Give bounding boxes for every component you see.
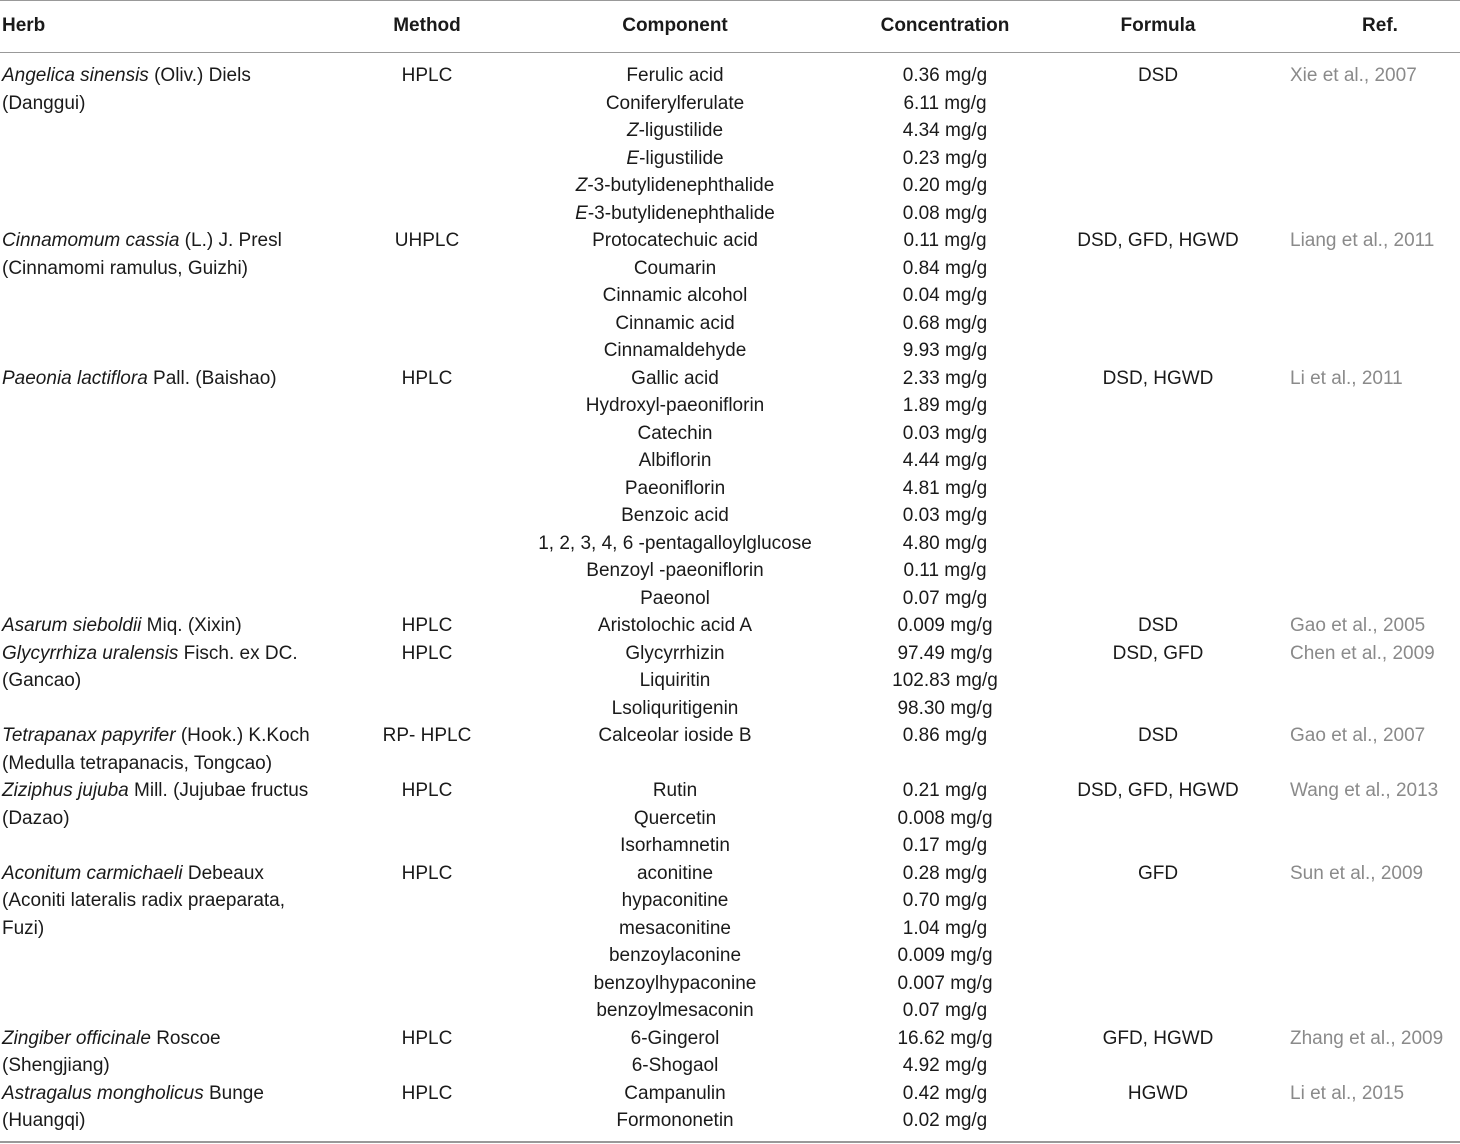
formula-cell: DSD: [1137, 65, 1179, 86]
herb-latin-name: Cinnamomum cassia: [2, 230, 180, 251]
concentration-cell: 98.30 mg/g: [897, 697, 993, 719]
concentration-cell: 0.03 mg/g: [902, 505, 988, 526]
concentration-cell: 0.02 mg/g: [902, 1110, 988, 1131]
herb-common-name: (Gancao): [2, 670, 82, 691]
herb-latin-name: Glycyrrhiza uralensis: [2, 642, 179, 664]
reference-link[interactable]: Sun et al., 2009: [1290, 862, 1424, 884]
header-concentration: Concentration: [880, 15, 1010, 36]
method-cell: HPLC: [401, 1082, 453, 1104]
herb-common-name: (Shengjiang): [2, 1055, 110, 1076]
herb-name-cell: [2, 1080, 332, 1135]
concentration-cell: 0.08 mg/g: [902, 202, 988, 224]
herb-name-cell: [2, 62, 332, 117]
herb-authority: Mill. (Jujubae fructus: [128, 780, 309, 801]
component-name: Lsoliquritigenin: [611, 697, 739, 719]
herb-authority: Debeaux: [182, 862, 264, 884]
table-header-rule: [0, 52, 1460, 53]
reference-link[interactable]: Liang et al., 2011: [1290, 230, 1435, 251]
concentration-cell: 0.07 mg/g: [902, 587, 988, 609]
concentration-cell: 102.83 mg/g: [892, 670, 998, 691]
herb-authority: (L.) J. Presl: [179, 230, 282, 251]
component-name: 6-Gingerol: [630, 1027, 720, 1049]
component-name: Benzoyl -paeoniflorin: [586, 560, 764, 581]
herb-name-cell: [2, 860, 332, 943]
method-cell: HPLC: [401, 780, 453, 801]
component-cell: [495, 365, 855, 393]
component-cell: [495, 585, 855, 613]
concentration-cell: 0.86 mg/g: [902, 725, 988, 746]
herb-latin-name: Paeonia lactiflora: [2, 367, 148, 389]
concentration-cell: 0.008 mg/g: [897, 807, 993, 829]
component-cell: [495, 1025, 855, 1053]
component-cell: [495, 805, 855, 833]
concentration-cell: 0.28 mg/g: [902, 862, 988, 884]
reference-link[interactable]: Li et al., 2011: [1290, 367, 1403, 389]
component-name: Campanulin: [624, 1082, 726, 1104]
method-cell: RP- HPLC: [382, 725, 472, 746]
herb-common-name: (Aconiti lateralis radix praeparata,: [2, 890, 286, 911]
component-name: -3-butylidenephthalide: [587, 202, 775, 224]
method-cell: UHPLC: [394, 230, 460, 251]
component-name: Aristolochic acid A: [597, 615, 753, 636]
herb-name-cell: [2, 640, 332, 695]
formula-cell: DSD, GFD, HGWD: [1077, 780, 1239, 801]
reference-link[interactable]: Gao et al., 2005: [1290, 615, 1426, 636]
herb-latin-name: Astragalus mongholicus: [2, 1082, 204, 1104]
header-formula: Formula: [1120, 15, 1196, 36]
component-name: Cinnamic acid: [615, 312, 735, 334]
concentration-cell: 0.23 mg/g: [902, 147, 988, 169]
component-name: Catechin: [637, 422, 713, 444]
method-cell: HPLC: [401, 367, 453, 389]
component-name: -ligustilide: [638, 120, 724, 141]
concentration-cell: 1.04 mg/g: [902, 917, 988, 939]
component-isomer-prefix: E: [626, 147, 640, 169]
component-cell: [495, 530, 855, 558]
herb-name-cell: [2, 777, 332, 832]
concentration-cell: 0.11 mg/g: [903, 230, 987, 251]
method-cell: HPLC: [401, 642, 453, 664]
component-cell: [495, 832, 855, 860]
component-name: -ligustilide: [639, 147, 724, 169]
concentration-cell: 0.68 mg/g: [902, 312, 988, 334]
component-name: Benzoic acid: [621, 505, 729, 526]
reference-link[interactable]: Chen et al., 2009: [1290, 642, 1435, 664]
component-name: Cinnamaldehyde: [603, 340, 747, 361]
concentration-cell: 0.84 mg/g: [902, 257, 988, 279]
component-name: Paeonol: [640, 587, 710, 609]
concentration-cell: 0.70 mg/g: [902, 890, 988, 911]
reference-link[interactable]: Zhang et al., 2009: [1290, 1027, 1444, 1049]
component-cell: [495, 722, 855, 750]
header-method: Method: [393, 15, 461, 36]
concentration-cell: 0.20 mg/g: [902, 175, 988, 196]
reference-link[interactable]: Wang et al., 2013: [1290, 780, 1439, 801]
component-name: 1, 2, 3, 4, 6 -pentagalloylglucose: [538, 532, 812, 554]
component-name: 6-Shogaol: [631, 1055, 719, 1076]
component-isomer-prefix: Z: [626, 120, 639, 141]
reference-link[interactable]: Xie et al., 2007: [1290, 65, 1417, 86]
formula-cell: DSD, GFD: [1112, 642, 1204, 664]
component-cell: [495, 62, 855, 90]
component-isomer-prefix: Z: [575, 175, 588, 196]
formula-cell: GFD: [1137, 862, 1179, 884]
herb-authority: Miq. (Xixin): [141, 615, 242, 636]
herb-name-cell: [2, 612, 332, 640]
component-cell: [495, 200, 855, 228]
concentration-cell: 0.03 mg/g: [902, 422, 988, 444]
concentration-cell: 0.04 mg/g: [902, 285, 988, 306]
component-cell: [495, 640, 855, 668]
component-cell: [495, 392, 855, 420]
herb-latin-name: Ziziphus jujuba: [2, 780, 129, 801]
component-cell: [495, 255, 855, 283]
component-name: Formononetin: [616, 1110, 734, 1131]
formula-cell: DSD, HGWD: [1102, 367, 1214, 389]
concentration-cell: 9.93 mg/g: [902, 340, 988, 361]
component-cell: [495, 667, 855, 695]
component-cell: [495, 612, 855, 640]
herb-common-name: (Cinnamomi ramulus, Guizhi): [2, 257, 249, 279]
herb-authority: Bunge: [203, 1082, 264, 1104]
method-cell: HPLC: [401, 615, 453, 636]
component-name: benzoylhypaconine: [593, 972, 757, 994]
concentration-cell: 0.007 mg/g: [897, 972, 993, 994]
concentration-cell: 16.62 mg/g: [897, 1027, 993, 1049]
component-cell: [495, 695, 855, 723]
component-cell: [495, 1052, 855, 1080]
formula-cell: DSD, GFD, HGWD: [1077, 230, 1239, 251]
method-cell: HPLC: [401, 862, 453, 884]
herb-authority: (Hook.) K.Koch: [175, 725, 310, 746]
reference-link[interactable]: Li et al., 2015: [1290, 1082, 1405, 1104]
component-cell: [495, 90, 855, 118]
concentration-cell: 4.92 mg/g: [902, 1055, 988, 1076]
component-name: Isorhamnetin: [620, 835, 730, 856]
herb-common-name: (Medulla tetrapanacis, Tongcao): [2, 752, 273, 774]
concentration-cell: 1.89 mg/g: [902, 395, 988, 416]
component-name: Rutin: [652, 780, 698, 801]
herb-common-name: (Dazao): [2, 807, 70, 829]
component-name: benzoylaconine: [608, 945, 742, 966]
concentration-cell: 0.07 mg/g: [902, 1000, 988, 1021]
concentration-cell: 0.11 mg/g: [903, 560, 987, 581]
concentration-cell: 0.42 mg/g: [902, 1082, 988, 1104]
component-cell: [495, 887, 855, 915]
herb-name-cell: [2, 1025, 332, 1080]
component-name: Ferulic acid: [626, 65, 724, 86]
herb-name-cell: [2, 227, 332, 282]
herb-name-cell: [2, 722, 332, 777]
herb-latin-name: Asarum sieboldii: [2, 615, 142, 636]
component-cell: [495, 557, 855, 585]
concentration-cell: 4.44 mg/g: [902, 450, 988, 471]
formula-cell: HGWD: [1127, 1082, 1189, 1104]
table-bottom-rule: [0, 1141, 1460, 1143]
formula-cell: GFD, HGWD: [1102, 1027, 1214, 1049]
component-cell: [495, 447, 855, 475]
table-top-rule: [0, 0, 1460, 1]
concentration-cell: 0.17 mg/g: [902, 835, 988, 856]
concentration-cell: 6.11 mg/g: [903, 92, 987, 114]
reference-link[interactable]: Gao et al., 2007: [1290, 725, 1426, 746]
component-cell: [495, 282, 855, 310]
component-cell: [495, 475, 855, 503]
herb-common-name: (Huangqi): [2, 1110, 86, 1131]
herb-latin-name: Aconitum carmichaeli: [2, 862, 183, 884]
herb-latin-name: Zingiber officinale: [2, 1027, 151, 1049]
component-cell: [495, 420, 855, 448]
component-cell: [495, 310, 855, 338]
herb-name-cell: [2, 365, 332, 393]
header-ref: Ref.: [1362, 15, 1398, 36]
component-cell: [495, 502, 855, 530]
herb-latin-name: Tetrapanax papyrifer: [2, 725, 176, 746]
component-cell: [495, 172, 855, 200]
concentration-cell: 0.009 mg/g: [897, 945, 993, 966]
concentration-cell: 97.49 mg/g: [897, 642, 993, 664]
component-name: mesaconitine: [619, 917, 731, 939]
header-herb: Herb: [2, 15, 46, 36]
component-name: -3-butylidenephthalide: [587, 175, 775, 196]
component-name: Coniferylferulate: [605, 92, 745, 114]
component-cell: [495, 860, 855, 888]
component-name: Hydroxyl-paeoniflorin: [585, 395, 765, 416]
herb-common-name: Fuzi): [2, 917, 45, 939]
component-cell: [495, 997, 855, 1025]
herb-authority: (Oliv.) Diels: [148, 65, 251, 86]
concentration-cell: 2.33 mg/g: [902, 367, 988, 389]
component-name: Gallic acid: [631, 367, 719, 389]
concentration-cell: 0.21 mg/g: [902, 780, 988, 801]
concentration-cell: 0.36 mg/g: [902, 65, 988, 86]
herb-authority: Roscoe: [150, 1027, 221, 1049]
herb-authority: Fisch. ex DC.: [178, 642, 298, 664]
component-name: benzoylmesaconin: [596, 1000, 754, 1021]
header-component: Component: [622, 15, 728, 36]
component-name: Calceolar ioside B: [598, 725, 752, 746]
herb-authority: Pall. (Baishao): [147, 367, 277, 389]
component-cell: [495, 915, 855, 943]
component-cell: [495, 970, 855, 998]
component-cell: [495, 117, 855, 145]
component-isomer-prefix: E: [575, 202, 588, 224]
component-cell: [495, 1107, 855, 1135]
component-name: Quercetin: [633, 807, 717, 829]
concentration-cell: 4.80 mg/g: [902, 532, 988, 554]
concentration-cell: 4.81 mg/g: [902, 477, 988, 499]
formula-cell: DSD: [1137, 725, 1179, 746]
component-name: Cinnamic alcohol: [602, 285, 748, 306]
concentration-cell: 0.009 mg/g: [897, 615, 993, 636]
component-name: Paeoniflorin: [624, 477, 726, 499]
component-cell: [495, 1080, 855, 1108]
component-name: Glycyrrhizin: [625, 642, 725, 664]
component-name: aconitine: [636, 862, 714, 884]
component-name: Coumarin: [633, 257, 717, 279]
component-name: hypaconitine: [621, 890, 729, 911]
herb-latin-name: Angelica sinensis: [2, 65, 149, 86]
concentration-cell: 4.34 mg/g: [902, 120, 988, 141]
component-cell: [495, 777, 855, 805]
herb-common-name: (Danggui): [2, 92, 86, 114]
component-name: Albiflorin: [638, 450, 712, 471]
component-cell: [495, 227, 855, 255]
component-cell: [495, 145, 855, 173]
formula-cell: DSD: [1137, 615, 1179, 636]
component-name: Liquiritin: [639, 670, 711, 691]
component-cell: [495, 942, 855, 970]
method-cell: HPLC: [401, 1027, 453, 1049]
component-name: Protocatechuic acid: [592, 230, 758, 251]
method-cell: HPLC: [401, 65, 453, 86]
component-cell: [495, 337, 855, 365]
